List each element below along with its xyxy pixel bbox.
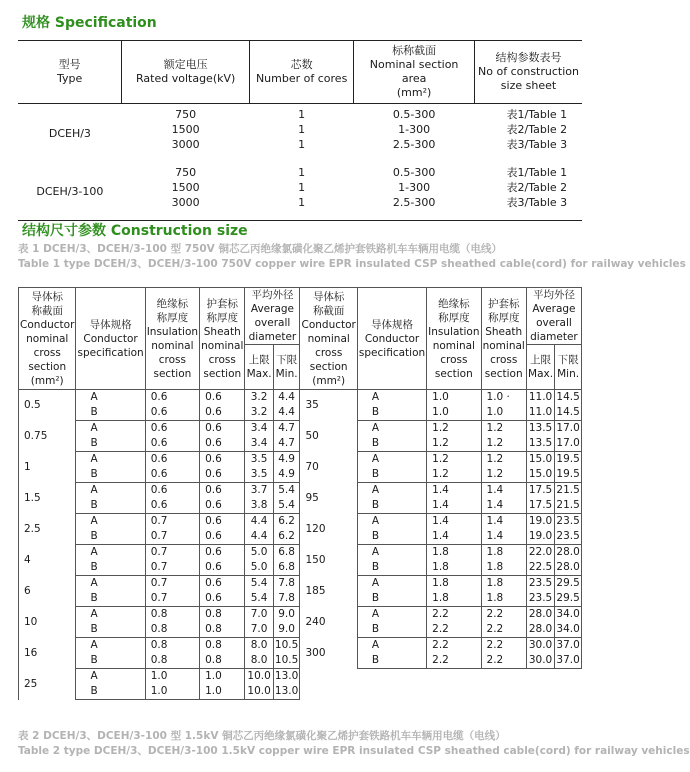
diameter-max-left: 10.0 — [245, 684, 273, 700]
header-min-right: 下限 Min. — [555, 345, 582, 390]
spec-header-section: 标称截面 Nominal section area (mm²) — [354, 41, 475, 104]
insulation-thickness-right: 1.8 — [427, 591, 481, 607]
diameter-max-right: 28.0 — [526, 607, 554, 623]
diameter-max-left: 3.4 — [245, 436, 273, 452]
conductor-spec-left: A — [76, 452, 145, 468]
insulation-thickness-left: 0.7 — [145, 514, 199, 530]
conductor-section-left: 6 — [19, 576, 76, 607]
conductor-spec-right: A — [357, 607, 426, 623]
sheath-thickness-left: 0.6 — [200, 498, 245, 514]
table2-caption-en: Table 2 type DCEH/3、DCEH/3-100 1.5kV copper wire EPR insulated CSP sheathed cable(cord) for railway vehicles — [18, 745, 690, 757]
diameter-min-right: 37.0 — [556, 639, 580, 651]
diameter-max-right: 13.5 — [526, 436, 554, 452]
spec-header-type: 型号 Type — [18, 41, 122, 104]
insulation-thickness-right: 1.4 — [427, 498, 481, 514]
diameter-max-right: 11.0 — [526, 405, 554, 421]
diameter-min-left: 4.7 — [273, 436, 300, 452]
conductor-section-left: 0.5 — [19, 390, 76, 421]
sheath-thickness-left: 0.6 — [200, 390, 245, 406]
diameter-min-left: 9.0 — [273, 622, 300, 638]
conductor-spec-right: A — [357, 545, 426, 561]
diameter-min-left: 10.5 — [274, 639, 299, 651]
conductor-spec-left: B — [76, 653, 145, 669]
conductor-section-right: 300 — [300, 638, 357, 669]
header-spec-left: 导体规格 Conductor specification — [76, 288, 145, 390]
sheath-thickness-right: 1.4 — [481, 514, 526, 530]
table-row — [19, 421, 582, 437]
diameter-min-right: 21.5 — [555, 498, 582, 514]
diameter-max-right: 22.0 — [526, 545, 554, 561]
diameter-min-left: 13.0 — [274, 670, 299, 682]
sheath-thickness-right: 1.2 — [481, 436, 526, 452]
conductor-spec-right: B — [357, 560, 426, 576]
diameter-min-right: 17.0 — [555, 436, 582, 452]
section-title-construction-size: 结构尺寸参数 Construction size — [22, 223, 248, 239]
spec-sheets: 表1/Table 1 表2/Table 2 表3/Table 3 — [475, 162, 583, 221]
header-sheath-left: 护套标 称厚度 Sheath nominal cross section — [200, 288, 245, 390]
diameter-max-right: 23.5 — [526, 576, 554, 592]
conductor-spec-right: B — [357, 498, 426, 514]
diameter-max-left: 5.4 — [245, 576, 273, 592]
table-row — [19, 607, 582, 623]
construction-size-table — [18, 287, 582, 700]
insulation-thickness-left: 0.7 — [145, 529, 199, 545]
section-title-specification: 规格 Specification — [22, 15, 157, 31]
conductor-section-right: 35 — [300, 390, 357, 421]
sheath-thickness-left: 0.6 — [200, 436, 245, 452]
diameter-min-left: 10.5 — [273, 653, 300, 669]
header-section-left: 导体标 称截面 Conductor nominal cross section (mm²) — [19, 288, 76, 390]
sheath-thickness-right: 2.2 — [481, 653, 526, 669]
diameter-min-right: 28.0 — [556, 546, 580, 558]
diameter-max-right: 19.0 — [526, 529, 554, 545]
insulation-thickness-left: 0.6 — [145, 498, 199, 514]
table-row — [19, 483, 582, 499]
diameter-min-left: 4.4 — [273, 405, 300, 421]
sheath-thickness-left: 0.8 — [200, 638, 245, 654]
diameter-max-left: 7.0 — [245, 607, 273, 623]
header-insulation-right: 绝缘标 称厚度 Insulation nominal cross section — [427, 288, 481, 390]
conductor-spec-left: A — [76, 638, 145, 654]
insulation-thickness-left: 0.8 — [145, 607, 199, 623]
conductor-section-right: 50 — [300, 421, 357, 452]
empty-cell-right — [300, 669, 357, 700]
insulation-thickness-right: 1.0 — [427, 405, 481, 421]
diameter-min-right: 23.5 — [555, 529, 582, 545]
insulation-thickness-right: 1.2 — [427, 421, 481, 437]
sheath-thickness-right: 1.2 — [481, 421, 526, 437]
diameter-max-right: 15.0 — [526, 467, 554, 483]
conductor-spec-left: A — [76, 607, 145, 623]
diameter-min-right: 14.5 — [555, 405, 582, 421]
insulation-thickness-left: 0.6 — [145, 421, 199, 437]
conductor-section-left: 10 — [19, 607, 76, 638]
insulation-thickness-right: 1.2 — [427, 467, 481, 483]
insulation-thickness-left: 0.8 — [145, 622, 199, 638]
diameter-min-right: 19.5 — [555, 467, 582, 483]
conductor-section-left: 1.5 — [19, 483, 76, 514]
empty-cell-right — [357, 669, 426, 700]
sheath-thickness-right: 1.0 · — [481, 390, 526, 406]
spec-cores: 1 1 1 — [298, 108, 306, 151]
diameter-max-left: 3.2 — [245, 405, 273, 421]
conductor-section-right: 70 — [300, 452, 357, 483]
diameter-max-left: 5.4 — [245, 591, 273, 607]
diameter-max-right: 17.5 — [526, 483, 554, 499]
sheath-thickness-left: 0.6 — [200, 483, 245, 499]
conductor-spec-left: B — [76, 622, 145, 638]
insulation-thickness-right: 1.8 — [427, 560, 481, 576]
insulation-thickness-left: 0.6 — [145, 436, 199, 452]
conductor-spec-right: A — [357, 638, 426, 654]
header-insulation-left: 绝缘标 称厚度 Insulation nominal cross section — [145, 288, 199, 390]
insulation-thickness-right: 2.2 — [427, 622, 481, 638]
diameter-min-left: 5.4 — [273, 498, 300, 514]
diameter-max-right: 28.0 — [526, 622, 554, 638]
conductor-spec-right: B — [357, 436, 426, 452]
sheath-thickness-right: 2.2 — [481, 622, 526, 638]
spec-header-sheet: 结构参数表号 No of construction size sheet — [475, 41, 583, 104]
spec-row — [18, 104, 582, 163]
header-avg-diameter-left: 平均外径 Average overall diameter — [245, 288, 300, 345]
diameter-min-right: 34.0 — [555, 622, 582, 638]
conductor-section-left: 16 — [19, 638, 76, 669]
diameter-max-left: 10.0 — [245, 669, 273, 685]
header-min-left: 下限 Min. — [273, 345, 300, 390]
insulation-thickness-left: 1.0 — [145, 684, 199, 700]
conductor-spec-right: B — [357, 591, 426, 607]
conductor-spec-right: A — [357, 452, 426, 468]
diameter-max-left: 3.5 — [245, 452, 273, 468]
table-row — [19, 390, 582, 406]
conductor-section-left: 1 — [19, 452, 76, 483]
table-row — [19, 576, 582, 592]
sheath-thickness-right: 1.4 — [481, 483, 526, 499]
conductor-spec-right: A — [357, 514, 426, 530]
diameter-min-right: 21.5 — [556, 484, 580, 496]
spec-cores: 1 1 1 — [250, 162, 354, 221]
insulation-thickness-left: 0.7 — [145, 560, 199, 576]
conductor-section-left: 0.75 — [19, 421, 76, 452]
diameter-min-right: 19.5 — [556, 453, 580, 465]
diameter-max-right: 15.0 — [526, 452, 554, 468]
insulation-thickness-right: 1.4 — [427, 483, 481, 499]
sheath-thickness-right: 1.0 — [481, 405, 526, 421]
diameter-min-left: 7.8 — [273, 576, 300, 592]
diameter-max-left: 7.0 — [245, 622, 273, 638]
diameter-min-right: 28.0 — [555, 560, 582, 576]
sheath-thickness-left: 0.6 — [200, 591, 245, 607]
table-row — [19, 514, 582, 530]
diameter-max-right: 30.0 — [526, 638, 554, 654]
sheath-thickness-left: 0.6 — [200, 405, 245, 421]
conductor-spec-right: A — [357, 576, 426, 592]
insulation-thickness-right: 1.8 — [427, 576, 481, 592]
sheath-thickness-right: 1.2 — [481, 467, 526, 483]
conductor-spec-left: A — [76, 545, 145, 561]
sheath-thickness-left: 0.6 — [200, 529, 245, 545]
empty-cell-right — [427, 669, 481, 700]
conductor-spec-left: B — [76, 529, 145, 545]
diameter-max-right: 23.5 — [526, 591, 554, 607]
insulation-thickness-left: 0.6 — [145, 405, 199, 421]
conductor-spec-left: A — [76, 514, 145, 530]
diameter-min-right: 14.5 — [556, 391, 580, 403]
spec-sections: 0.5-300 1-300 2.5-300 — [354, 162, 475, 221]
conductor-section-right: 185 — [300, 576, 357, 607]
diameter-min-left: 5.4 — [273, 483, 300, 499]
spec-type: DCEH/3 — [48, 126, 91, 140]
diameter-min-right: 37.0 — [555, 653, 582, 669]
table-row — [19, 669, 582, 685]
sheath-thickness-left: 0.6 — [200, 514, 245, 530]
sheath-thickness-right: 1.8 — [481, 591, 526, 607]
sheath-thickness-left: 0.6 — [200, 467, 245, 483]
insulation-thickness-right: 2.2 — [427, 607, 481, 623]
insulation-thickness-left: 0.7 — [145, 576, 199, 592]
insulation-thickness-left: 0.6 — [145, 452, 199, 468]
diameter-min-left: 13.0 — [273, 684, 300, 700]
insulation-thickness-right: 1.0 — [427, 390, 481, 406]
sheath-thickness-right: 2.2 — [481, 607, 526, 623]
conductor-spec-right: A — [357, 390, 426, 406]
spec-sections: 0.5-300 1-300 2.5-300 — [392, 108, 436, 151]
sheath-thickness-right: 1.4 — [481, 529, 526, 545]
diameter-max-left: 8.0 — [245, 653, 273, 669]
table-row — [19, 452, 582, 468]
diameter-max-right: 22.5 — [526, 560, 554, 576]
specification-table — [18, 40, 582, 221]
sheath-thickness-right: 1.8 — [481, 576, 526, 592]
sheath-thickness-left: 0.8 — [200, 622, 245, 638]
conductor-spec-left: A — [76, 669, 145, 685]
conductor-spec-left: A — [76, 390, 145, 406]
conductor-spec-left: A — [76, 421, 145, 437]
spec-row — [18, 162, 582, 221]
sheath-thickness-right: 2.2 — [481, 638, 526, 654]
table-row — [19, 545, 582, 561]
sheath-thickness-left: 0.8 — [200, 607, 245, 623]
sheath-thickness-left: 0.6 — [200, 452, 245, 468]
diameter-min-right: 29.5 — [555, 591, 582, 607]
insulation-thickness-left: 0.6 — [145, 467, 199, 483]
diameter-min-right: 29.5 — [556, 577, 580, 589]
conductor-section-right: 150 — [300, 545, 357, 576]
header-max-left: 上限 Max. — [245, 345, 273, 390]
conductor-spec-right: B — [357, 529, 426, 545]
insulation-thickness-left: 0.7 — [145, 545, 199, 561]
conductor-spec-right: B — [357, 622, 426, 638]
diameter-min-left: 6.8 — [273, 545, 300, 561]
sheath-thickness-left: 0.6 — [200, 421, 245, 437]
insulation-thickness-right: 1.2 — [427, 452, 481, 468]
sheath-thickness-right: 1.8 — [481, 560, 526, 576]
sheath-thickness-left: 1.0 — [200, 669, 245, 685]
insulation-thickness-left: 0.6 — [145, 390, 199, 406]
cons-header-row — [19, 288, 582, 345]
insulation-thickness-left: 1.0 — [145, 669, 199, 685]
empty-cell-right — [555, 669, 582, 700]
conductor-spec-right: A — [357, 483, 426, 499]
insulation-thickness-right: 1.4 — [427, 529, 481, 545]
table1-caption-en: Table 1 type DCEH/3、DCEH/3-100 750V copper wire EPR insulated CSP sheathed cable(cord) for railway vehicles — [18, 258, 686, 270]
sheath-thickness-left: 0.6 — [200, 576, 245, 592]
diameter-min-right: 23.5 — [556, 515, 580, 527]
insulation-thickness-right: 1.4 — [427, 514, 481, 530]
table1-caption-cn: 表 1 DCEH/3、DCEH/3-100 型 750V 铜芯乙丙绝缘氯磺化聚乙烯护套铁路机车车辆用电缆（电线） — [18, 243, 502, 255]
insulation-thickness-right: 2.2 — [427, 653, 481, 669]
table-row — [19, 638, 582, 654]
conductor-spec-left: B — [76, 591, 145, 607]
conductor-spec-left: B — [76, 560, 145, 576]
header-spec-right: 导体规格 Conductor specification — [357, 288, 426, 390]
diameter-max-left: 4.4 — [245, 514, 273, 530]
conductor-section-left: 4 — [19, 545, 76, 576]
conductor-spec-right: B — [357, 467, 426, 483]
sheath-thickness-left: 1.0 — [200, 684, 245, 700]
empty-cell-right — [481, 669, 526, 700]
diameter-min-left: 4.4 — [273, 390, 300, 406]
table2-caption-cn: 表 2 DCEH/3、DCEH/3-100 型 1.5kV 铜芯乙丙绝缘氯磺化聚乙烯护套铁路机车车辆用电缆（电线） — [18, 730, 506, 742]
spec-voltages: 750 1500 3000 — [171, 108, 200, 151]
diameter-max-left: 3.7 — [245, 483, 273, 499]
insulation-thickness-left: 0.6 — [145, 483, 199, 499]
insulation-thickness-left: 0.8 — [145, 638, 199, 654]
empty-cell-right — [526, 669, 554, 700]
sheath-thickness-right: 1.8 — [481, 545, 526, 561]
sheath-thickness-right: 1.2 — [481, 452, 526, 468]
conductor-section-left: 2.5 — [19, 514, 76, 545]
diameter-min-left: 4.7 — [273, 421, 300, 437]
conductor-spec-left: B — [76, 684, 145, 700]
conductor-spec-left: A — [76, 483, 145, 499]
insulation-thickness-right: 2.2 — [427, 638, 481, 654]
conductor-section-left: 25 — [19, 669, 76, 700]
diameter-min-left: 4.9 — [273, 452, 300, 468]
diameter-max-right: 17.5 — [526, 498, 554, 514]
diameter-min-left: 7.8 — [273, 591, 300, 607]
diameter-min-right: 17.0 — [556, 422, 580, 434]
insulation-thickness-right: 1.8 — [427, 545, 481, 561]
header-max-right: 上限 Max. — [526, 345, 554, 390]
sheath-thickness-left: 0.8 — [200, 653, 245, 669]
diameter-min-left: 6.2 — [273, 529, 300, 545]
spec-header-cores: 芯数 Number of cores — [250, 41, 354, 104]
diameter-max-left: 3.5 — [245, 467, 273, 483]
conductor-spec-right: B — [357, 653, 426, 669]
diameter-max-left: 5.0 — [245, 545, 273, 561]
diameter-min-right: 34.0 — [556, 608, 580, 620]
header-avg-diameter-right: 平均外径 Average overall diameter — [526, 288, 581, 345]
insulation-thickness-left: 0.7 — [145, 591, 199, 607]
diameter-max-left: 5.0 — [245, 560, 273, 576]
spec-voltages: 750 1500 3000 — [122, 162, 250, 221]
conductor-spec-right: A — [357, 421, 426, 437]
insulation-thickness-right: 1.2 — [427, 436, 481, 452]
conductor-spec-right: B — [357, 405, 426, 421]
spec-type: DCEH/3-100 — [18, 162, 122, 221]
header-sheath-right: 护套标 称厚度 Sheath nominal cross section — [481, 288, 526, 390]
diameter-min-left: 6.2 — [273, 514, 300, 530]
diameter-max-right: 13.5 — [526, 421, 554, 437]
spec-sheets: 表1/Table 1 表2/Table 2 表3/Table 3 — [506, 108, 568, 151]
diameter-min-left: 6.8 — [273, 560, 300, 576]
diameter-max-left: 3.2 — [245, 390, 273, 406]
sheath-thickness-right: 1.4 — [481, 498, 526, 514]
diameter-max-right: 30.0 — [526, 653, 554, 669]
insulation-thickness-left: 0.8 — [145, 653, 199, 669]
conductor-spec-left: B — [76, 498, 145, 514]
conductor-spec-left: B — [76, 467, 145, 483]
diameter-max-right: 11.0 — [526, 390, 554, 406]
conductor-spec-left: B — [76, 405, 145, 421]
diameter-max-left: 4.4 — [245, 529, 273, 545]
conductor-section-right: 120 — [300, 514, 357, 545]
conductor-section-right: 95 — [300, 483, 357, 514]
header-section-right: 导体标 称截面 Conductor nominal cross section (mm²) — [300, 288, 357, 390]
spec-header-row — [18, 41, 582, 104]
diameter-max-left: 8.0 — [245, 638, 273, 654]
diameter-min-left: 9.0 — [273, 607, 300, 623]
diameter-max-right: 19.0 — [526, 514, 554, 530]
conductor-spec-left: A — [76, 576, 145, 592]
conductor-section-right: 240 — [300, 607, 357, 638]
spec-header-voltage: 额定电压 Rated voltage(kV) — [122, 41, 250, 104]
sheath-thickness-left: 0.6 — [200, 560, 245, 576]
sheath-thickness-left: 0.6 — [200, 545, 245, 561]
diameter-min-left: 4.9 — [273, 467, 300, 483]
diameter-max-left: 3.4 — [245, 421, 273, 437]
conductor-spec-left: B — [76, 436, 145, 452]
diameter-max-left: 3.8 — [245, 498, 273, 514]
